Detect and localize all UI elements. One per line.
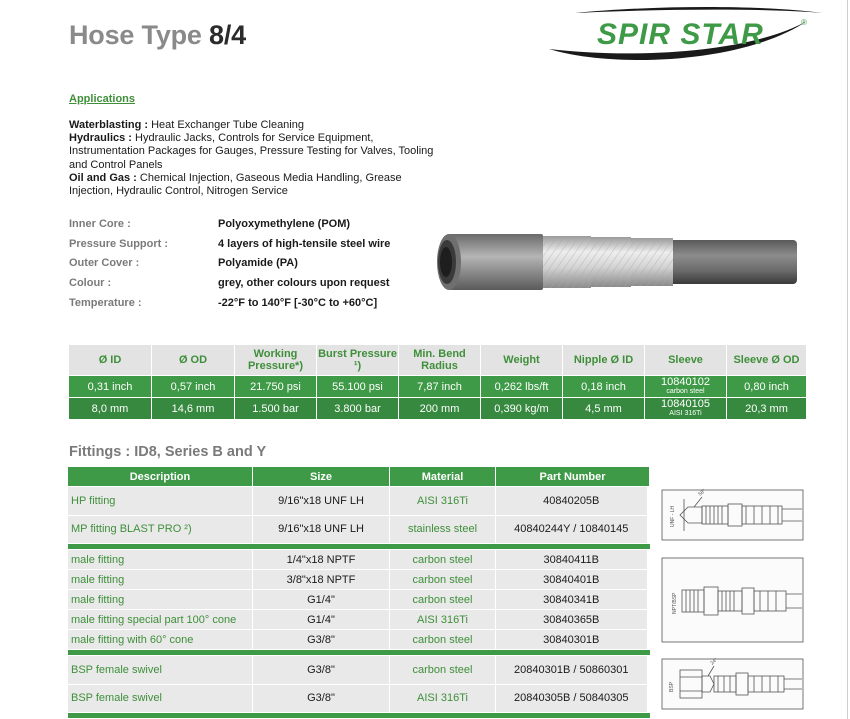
page-title	[69, 20, 246, 51]
applications-list	[69, 119, 434, 198]
cell-size: 9/16"x18 UNF LH	[253, 515, 390, 544]
specification-table	[68, 344, 807, 420]
fittings-title: Fittings : ID8, Series B and Y	[69, 444, 267, 460]
cell-size: 3/8"x18 NPTF	[253, 570, 390, 590]
cell-material: carbon steel	[390, 590, 496, 610]
fitting-drawing-cell	[650, 487, 811, 544]
spec-label-colour: Colour :	[69, 277, 112, 289]
col-header-min-bend-radius: Min. Bend Radius	[399, 345, 481, 376]
spec-value-pressure-support: 4 layers of high-tensile steel wire	[218, 238, 391, 250]
cell-material: AISI 316Ti	[390, 610, 496, 630]
application-label: Oil and Gas :	[69, 171, 137, 184]
cell-part-number: 20840305B / 50840305	[496, 684, 650, 713]
cell-material: AISI 316Ti	[390, 684, 496, 713]
title-number: 8/4	[209, 20, 246, 50]
spec-label-pressure-support: Pressure Support :	[69, 238, 169, 250]
col-header-burst-pressure: Burst Pressure ¹)	[317, 345, 399, 376]
spec-value-outer-cover: Polyamide (PA)	[218, 257, 298, 269]
cell-sleeve-od: 20,3 mm	[727, 398, 807, 420]
col-header-sleeve-od: Sleeve Ø OD	[727, 345, 807, 376]
cell-part-number: 20840301B / 50860301	[496, 656, 650, 685]
sleeve-material: AISI 316Ti	[669, 410, 702, 417]
col-header-id: Ø ID	[69, 345, 152, 376]
hp-fitting-drawing	[654, 487, 809, 543]
spec-value-colour: grey, other colours upon request	[218, 277, 390, 289]
application-item	[69, 119, 434, 132]
table-row	[69, 376, 807, 398]
cell-part-number: 30840365B	[496, 610, 650, 630]
cell-working-pressure: 21.750 psi	[235, 376, 317, 398]
cell-size: G1/4"	[253, 590, 390, 610]
application-text: Hydraulic Jacks, Controls for Service Equipment, Instrumentation Packages for Gauges, Pressure Testing for Valves, Tooling and Control Panels	[69, 132, 434, 171]
cell-part-number: 30840411B	[496, 550, 650, 570]
title-prefix: Hose Type	[69, 20, 210, 50]
male-fitting-drawing	[654, 554, 809, 646]
cell-size: G3/8"	[253, 630, 390, 650]
spec-value-temperature: -22°F to 140°F [-30°C to +60°C]	[218, 297, 378, 309]
col-header-part-number: Part Number	[496, 467, 650, 487]
cell-nipple-id: 0,18 inch	[563, 376, 645, 398]
table-row	[68, 487, 811, 516]
application-label: Hydraulics :	[69, 132, 132, 145]
application-label: Waterblasting :	[69, 119, 149, 131]
col-header-working-pressure: Working Pressure*)	[235, 345, 317, 376]
cell-description: male fitting	[68, 590, 253, 610]
cell-working-pressure: 1.500 bar	[235, 398, 317, 420]
cell-material: carbon steel	[390, 550, 496, 570]
cell-description: male fitting	[68, 570, 253, 590]
cell-description: male fitting	[68, 550, 253, 570]
cell-weight: 0,262 lbs/ft	[481, 376, 563, 398]
cell-part-number: 30840341B	[496, 590, 650, 610]
cell-od: 14,6 mm	[152, 398, 235, 420]
cell-burst-pressure: 55.100 psi	[317, 376, 399, 398]
cell-nipple-id: 4,5 mm	[563, 398, 645, 420]
cell-size: G3/8"	[253, 656, 390, 685]
cell-description: HP fitting	[68, 487, 253, 516]
drawing-label-bsp: BSP	[668, 681, 675, 692]
drawing-label-cone-angle: 24°	[709, 657, 719, 667]
sleeve-number: 10840105	[661, 398, 710, 410]
cell-part-number: 30840401B	[496, 570, 650, 590]
drawing-label-unf: UNF - LH	[669, 505, 676, 527]
cell-description: male fitting with 60° cone	[68, 630, 253, 650]
sleeve-material: carbon steel	[666, 388, 705, 395]
col-header-weight: Weight	[481, 345, 563, 376]
col-header-material: Material	[390, 467, 496, 487]
cell-id: 8,0 mm	[69, 398, 152, 420]
col-header-size: Size	[253, 467, 390, 487]
group-separator	[68, 713, 811, 719]
fitting-drawing-cell	[650, 550, 811, 650]
cell-sleeve-od: 0,80 inch	[727, 376, 807, 398]
fitting-drawing-cell	[650, 656, 811, 713]
cell-size: 9/16"x18 UNF LH	[253, 487, 390, 516]
cell-material: carbon steel	[390, 630, 496, 650]
application-item	[69, 132, 434, 172]
page-border	[847, 0, 848, 719]
col-header-nipple-id: Nipple Ø ID	[563, 345, 645, 376]
spec-label-temperature: Temperature :	[69, 297, 142, 309]
cell-sleeve	[645, 376, 727, 398]
cell-sleeve	[645, 398, 727, 420]
cell-description: MP fitting BLAST PRO ²)	[68, 515, 253, 544]
applications-heading: Applications	[69, 93, 136, 105]
col-header-description: Description	[68, 467, 253, 487]
cell-material: carbon steel	[390, 570, 496, 590]
cell-min-bend-radius: 7,87 inch	[399, 376, 481, 398]
cell-size: 1/4"x18 NPTF	[253, 550, 390, 570]
cell-part-number: 40840205B	[496, 487, 650, 516]
cell-part-number: 40840244Y / 10840145	[496, 515, 650, 544]
cell-description: BSP female swivel	[68, 684, 253, 713]
cell-material: stainless steel	[390, 515, 496, 544]
application-text: Heat Exchanger Tube Cleaning	[148, 119, 304, 131]
cell-part-number: 30840301B	[496, 630, 650, 650]
cell-id: 0,31 inch	[69, 376, 152, 398]
cell-material: AISI 316Ti	[390, 487, 496, 516]
drawing-label-angle: 58°	[697, 488, 707, 498]
cell-od: 0,57 inch	[152, 376, 235, 398]
fittings-header-row	[68, 467, 811, 487]
bsp-swivel-drawing	[654, 656, 809, 712]
application-text: Chemical Injection, Gaseous Media Handling, Grease Injection, Hydraulic Control, Nitrogen Service	[69, 171, 402, 198]
spec-value-inner-core: Polyoxymethylene (POM)	[218, 218, 351, 230]
logo-text: SPIR STAR	[597, 18, 764, 51]
cell-description: BSP female swivel	[68, 656, 253, 685]
logo-registered-mark: ®	[801, 18, 807, 27]
col-header-drawing	[650, 467, 811, 487]
spec-table-header-row	[69, 345, 807, 376]
spec-label-inner-core: Inner Core :	[69, 218, 131, 230]
hose-cutaway-image	[425, 226, 800, 299]
application-item	[69, 172, 434, 198]
drawing-label-thread: NPT/BSP	[671, 592, 678, 614]
spir-star-logo	[545, 3, 827, 63]
cell-min-bend-radius: 200 mm	[399, 398, 481, 420]
cell-size: G3/8"	[253, 684, 390, 713]
table-row	[68, 550, 811, 570]
fittings-table	[67, 466, 811, 718]
table-row	[68, 656, 811, 685]
cell-material: carbon steel	[390, 656, 496, 685]
cell-description: male fitting special part 100° cone	[68, 610, 253, 630]
sleeve-number: 10840102	[661, 376, 710, 388]
col-header-sleeve: Sleeve	[645, 345, 727, 376]
spec-label-outer-cover: Outer Cover :	[69, 257, 140, 269]
cell-size: G1/4"	[253, 610, 390, 630]
cell-burst-pressure: 3.800 bar	[317, 398, 399, 420]
table-row	[69, 398, 807, 420]
col-header-od: Ø OD	[152, 345, 235, 376]
cell-weight: 0,390 kg/m	[481, 398, 563, 420]
